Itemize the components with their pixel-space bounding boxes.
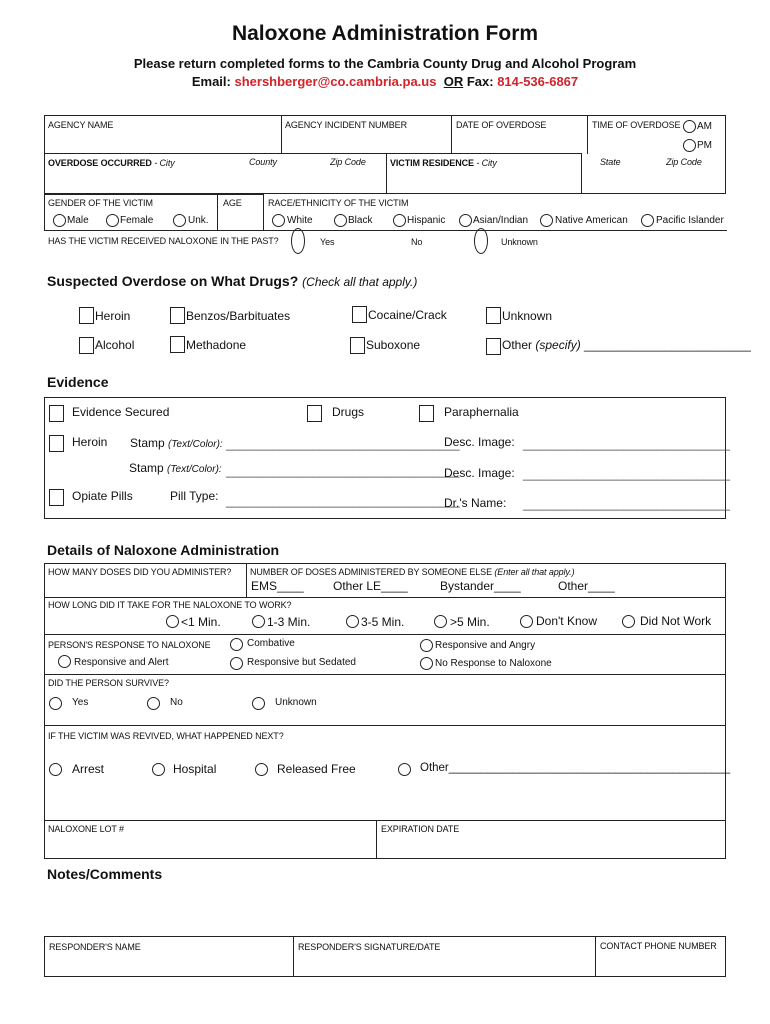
drug-suboxone-label: Suboxone (366, 338, 421, 352)
prior-unknown-label: Unknown (501, 237, 538, 247)
drugs-heading: Suspected Overdose on What Drugs? (Check all that apply.) (47, 273, 418, 289)
fax-number: 814-536-6867 (497, 74, 579, 89)
response-none-label: No Response to Naloxone (435, 658, 552, 669)
response-alert-radio[interactable] (58, 655, 71, 668)
response-angry-label: Responsive and Angry (435, 640, 536, 651)
form-title: Naloxone Administration Form (231, 22, 539, 45)
gender-female-radio[interactable] (106, 214, 119, 227)
time-gt5-label: >5 Min. (450, 615, 490, 629)
evidence-heroin-checkbox[interactable] (49, 435, 64, 452)
race-hispanic-radio[interactable] (393, 214, 406, 227)
drs-name-input[interactable]: _______________________________ (523, 497, 730, 511)
agency-name-label: AGENCY NAME (48, 120, 114, 130)
survive-yes-radio[interactable] (49, 697, 62, 710)
pill-type-label: Pill Type: (170, 489, 219, 503)
time-did-not-work-label: Did Not Work (640, 614, 712, 628)
next-label: IF THE VICTIM WAS REVIVED, WHAT HAPPENED NEXT? (48, 731, 284, 741)
race-hispanic-label: Hispanic (407, 215, 446, 226)
next-hospital-label: Hospital (173, 762, 217, 776)
race-asian-radio[interactable] (459, 214, 472, 227)
divider (587, 115, 588, 154)
race-label: RACE/ETHNICITY OF THE VICTIM (268, 198, 409, 208)
next-hospital-radio[interactable] (152, 763, 165, 776)
time-did-not-work-radio[interactable] (622, 615, 635, 628)
survive-no-label: No (170, 697, 183, 708)
next-released-label: Released Free (277, 762, 356, 776)
divider (44, 820, 726, 821)
divider (246, 563, 247, 597)
drug-other-label: Other (specify) _________________________ (502, 338, 751, 352)
state-label: State (600, 157, 621, 167)
gender-unk-label: Unk. (188, 215, 209, 226)
response-angry-radio[interactable] (420, 639, 433, 652)
gender-male-radio[interactable] (53, 214, 66, 227)
race-black-label: Black (348, 215, 373, 226)
county-label: County (249, 157, 277, 167)
evidence-secured-label: Evidence Secured (72, 405, 170, 419)
time-1-3-label: 1-3 Min. (267, 615, 311, 629)
survive-unknown-label: Unknown (275, 697, 317, 708)
divider (293, 936, 294, 977)
response-combative-radio[interactable] (230, 638, 243, 651)
or-label: OR (443, 74, 464, 89)
survive-unknown-radio[interactable] (252, 697, 265, 710)
divider (376, 820, 377, 859)
expiration-date-label: EXPIRATION DATE (381, 824, 460, 834)
drug-methadone-label: Methadone (186, 338, 247, 352)
drug-cocaine-label: Cocaine/Crack (368, 308, 447, 322)
contact-phone-label: CONTACT PHONE NUMBER (600, 941, 717, 951)
divider (44, 230, 727, 231)
desc-image-label: Desc. Image: (444, 435, 515, 449)
drug-methadone-checkbox[interactable] (170, 336, 185, 353)
stamp2-label: Stamp (Text/Color): (129, 461, 222, 475)
divider (44, 194, 263, 195)
evidence-drugs-checkbox[interactable] (307, 405, 322, 422)
divider (581, 153, 582, 194)
desc-image-input[interactable]: _______________________________ (523, 437, 730, 451)
doses-other-le[interactable]: Other LE____ (333, 579, 408, 593)
drug-heroin-label: Heroin (95, 309, 131, 323)
divider (217, 194, 218, 230)
next-arrest-radio[interactable] (49, 763, 62, 776)
evidence-heroin-label: Heroin (72, 435, 108, 449)
divider (44, 674, 726, 675)
evidence-opiate-pills-checkbox[interactable] (49, 489, 64, 506)
doses-ems[interactable]: EMS____ (251, 579, 304, 593)
gender-male-label: Male (67, 215, 89, 226)
zip-label: Zip Code (330, 157, 366, 167)
gender-female-label: Female (120, 215, 154, 226)
date-of-overdose-label: DATE OF OVERDOSE (456, 120, 547, 130)
divider (44, 194, 45, 230)
victim-residence-label: VICTIM RESIDENCE - City (390, 158, 497, 168)
survive-no-radio[interactable] (147, 697, 160, 710)
form-subtitle: Please return completed forms to the Cambria County Drug and Alcohol Program (133, 56, 637, 71)
desc-image2-input[interactable]: _______________________________ (523, 467, 730, 481)
doses-administered-label: HOW MANY DOSES DID YOU ADMINISTER? (48, 567, 232, 577)
pm-label: PM (697, 140, 712, 151)
drug-heroin-checkbox[interactable] (79, 307, 94, 324)
race-native-american-radio[interactable] (540, 214, 553, 227)
response-sedated-radio[interactable] (230, 657, 243, 670)
drug-cocaine-checkbox[interactable] (352, 306, 367, 323)
survive-yes-label: Yes (72, 697, 89, 708)
prior-naloxone-label: HAS THE VICTIM RECEIVED NALOXONE IN THE PAST? (48, 236, 279, 246)
time-3-5-radio[interactable] (346, 615, 359, 628)
drug-alcohol-label: Alcohol (95, 338, 135, 352)
overdose-occurred-label: OVERDOSE OCCURRED - City (48, 158, 175, 168)
am-radio[interactable] (683, 120, 696, 133)
gender-unk-radio[interactable] (173, 214, 186, 227)
agency-divider (44, 153, 582, 154)
response-combative-label: Combative (247, 638, 295, 649)
divider (281, 115, 282, 154)
race-native-american-label: Native American (555, 215, 628, 226)
response-alert-label: Responsive and Alert (74, 657, 169, 668)
time-gt5-radio[interactable] (434, 615, 447, 628)
divider (44, 597, 726, 598)
drug-unknown-label: Unknown (502, 309, 553, 323)
divider (451, 115, 452, 154)
next-other-label[interactable]: Other____________________________________________ (420, 762, 731, 774)
evidence-heading: Evidence (47, 374, 109, 390)
pill-type-input[interactable]: ___________________________________ (226, 494, 460, 508)
divider (263, 194, 264, 230)
prior-no-radio[interactable] (474, 228, 488, 254)
drug-other-checkbox[interactable] (486, 338, 501, 355)
race-pacific-islander-label: Pacific Islander (656, 215, 724, 226)
drug-alcohol-checkbox[interactable] (79, 337, 94, 354)
others-doses-label: NUMBER OF DOSES ADMINISTERED BY SOMEONE ELSE (Enter all that apply.) (250, 567, 575, 577)
drug-suboxone-checkbox[interactable] (350, 337, 365, 354)
time-lt1-radio[interactable] (166, 615, 179, 628)
race-white-radio[interactable] (272, 214, 285, 227)
response-none-radio[interactable] (420, 657, 433, 670)
am-label: AM (697, 121, 712, 132)
contact-line (0, 74, 770, 89)
doses-other[interactable]: Other____ (558, 579, 615, 593)
incident-number-label: AGENCY INCIDENT NUMBER (285, 120, 407, 130)
next-other-radio[interactable] (398, 763, 411, 776)
time-dont-know-label: Don't Know (536, 614, 597, 628)
responder-name-label: RESPONDER'S NAME (49, 942, 141, 952)
stamp-label: Stamp (Text/Color): (130, 436, 223, 450)
evidence-secured-checkbox[interactable] (49, 405, 64, 422)
time-1-3-radio[interactable] (252, 615, 265, 628)
time-3-5-label: 3-5 Min. (361, 615, 405, 629)
divider (44, 725, 726, 726)
next-released-radio[interactable] (255, 763, 268, 776)
victim-zip-label: Zip Code (666, 157, 702, 167)
evidence-drugs-label: Drugs (332, 405, 365, 419)
notes-heading: Notes/Comments (47, 866, 163, 882)
doses-bystander[interactable]: Bystander____ (440, 579, 521, 593)
time-dont-know-radio[interactable] (520, 615, 533, 628)
response-label: PERSON'S RESPONSE TO NALOXONE (48, 640, 211, 650)
opiate-pills-label: Opiate Pills (72, 489, 133, 503)
time-lt1-label: <1 Min. (181, 615, 221, 629)
response-sedated-label: Responsive but Sedated (247, 657, 356, 668)
responder-signature-label: RESPONDER'S SIGNATURE/DATE (298, 942, 441, 952)
drug-benzos-checkbox[interactable] (170, 307, 185, 324)
email-label: Email: (191, 74, 231, 89)
evidence-paraphernalia-label: Paraphernalia (444, 405, 519, 419)
age-label: AGE (223, 198, 242, 208)
divider (386, 153, 387, 194)
drug-benzos-label: Benzos/Barbituates (186, 309, 291, 323)
email-link[interactable]: shershberger@co.cambria.pa.us (234, 74, 437, 89)
prior-yes-radio[interactable] (291, 228, 305, 254)
drs-name-label: Dr.'s Name: (444, 496, 507, 510)
time-of-overdose-label: TIME OF OVERDOSE (592, 120, 681, 130)
pm-radio[interactable] (683, 139, 696, 152)
stamp-input[interactable]: ___________________________________ (226, 437, 460, 451)
lot-number-label: NALOXONE LOT # (48, 824, 124, 834)
gender-label: GENDER OF THE VICTIM (48, 198, 153, 208)
desc-image2-label: Desc. Image: (444, 466, 515, 480)
prior-yes-label: Yes (320, 237, 335, 247)
drug-unknown-checkbox[interactable] (486, 307, 501, 324)
prior-no-label: No (411, 237, 423, 247)
fax-label: Fax: (466, 74, 494, 89)
naloxone-heading: Details of Naloxone Administration (47, 542, 280, 558)
stamp2-input[interactable]: ___________________________________ (226, 464, 460, 478)
race-black-radio[interactable] (334, 214, 347, 227)
race-white-label: White (287, 215, 313, 226)
divider (595, 936, 596, 977)
drug-other-blank[interactable]: _________________________ (584, 338, 751, 352)
time-to-work-label: HOW LONG DID IT TAKE FOR THE NALOXONE TO WORK? (48, 600, 292, 610)
evidence-paraphernalia-checkbox[interactable] (419, 405, 434, 422)
race-asian-label: Asian/Indian (473, 215, 529, 226)
survive-label: DID THE PERSON SURVIVE? (48, 678, 169, 688)
next-arrest-label: Arrest (72, 762, 105, 776)
race-pacific-islander-radio[interactable] (641, 214, 654, 227)
divider (44, 634, 726, 635)
